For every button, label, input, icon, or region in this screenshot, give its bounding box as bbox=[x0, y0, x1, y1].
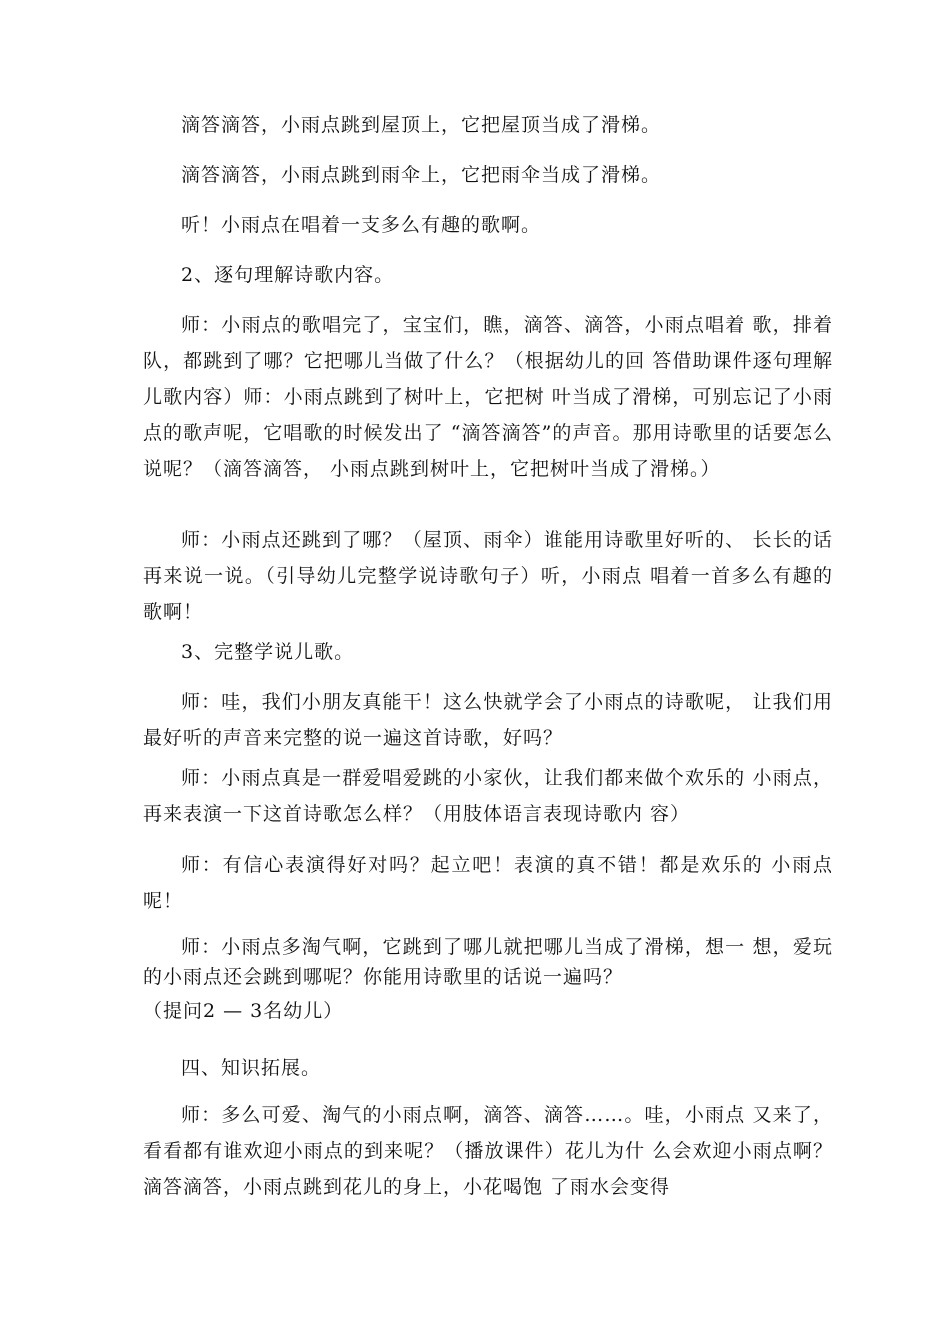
section-heading-3: 3、完整学说儿歌。 bbox=[181, 641, 355, 663]
paragraph-teacher-1: 师：小雨点的歌唱完了，宝宝们，瞧，滴答、滴答，小雨点唱着 歌，排着队，都跳到了哪？它把哪儿当做了什么？（根据幼儿的回 答借助课件逐句理解儿歌内容）师：小雨点跳到了树叶上，它把树 叶当成了滑梯，可别忘记了小雨点的歌声呢，它唱歌的时候发出了 “滴答滴答”的声音。那用诗歌里的话要怎么说呢？（滴答滴答， 小雨点跳到树叶上，它把树叶当成了滑梯。） bbox=[143, 314, 833, 480]
paragraph-teacher-7: 师：多么可爱、淘气的小雨点啊，滴答、滴答……。哇，小雨点 又来了，看看都有谁欢迎小雨点的到来呢？（播放课件）花儿为什 么会欢迎小雨点啊？滴答滴答，小雨点跳到花儿的身上，小花喝饱 了雨水会变得 bbox=[143, 1104, 833, 1198]
paragraph-teacher-4: 师：小雨点真是一群爱唱爱跳的小家伙，让我们都来做个欢乐的 小雨点，再来表演一下这首诗歌怎么样？（用肢体语言表现诗歌内 容） bbox=[143, 767, 833, 825]
poem-line-listen: 听！小雨点在唱着一支多么有趣的歌啊。 bbox=[181, 214, 542, 236]
paragraph-teacher-3: 师：哇，我们小朋友真能干！这么快就学会了小雨点的诗歌呢， 让我们用最好听的声音来完整的说一遍这首诗歌，好吗？ bbox=[143, 691, 833, 749]
section-heading-2: 2、逐句理解诗歌内容。 bbox=[181, 264, 395, 286]
poem-line-roof: 滴答滴答，小雨点跳到屋顶上，它把屋顶当成了滑梯。 bbox=[181, 114, 662, 136]
paragraph-note: （提问2 — 3名幼儿） bbox=[143, 1000, 344, 1022]
section-heading-4: 四、知识拓展。 bbox=[181, 1057, 322, 1079]
poem-line-umbrella: 滴答滴答，小雨点跳到雨伞上，它把雨伞当成了滑梯。 bbox=[181, 164, 662, 186]
paragraph-teacher-5: 师：有信心表演得好对吗？起立吧！表演的真不错！都是欢乐的 小雨点呢！ bbox=[143, 854, 833, 912]
paragraph-teacher-2: 师：小雨点还跳到了哪？（屋顶、雨伞）谁能用诗歌里好听的、 长长的话再来说一说。（引导幼儿完整学说诗歌句子）听，小雨点 唱着一首多么有趣的歌啊！ bbox=[143, 529, 833, 623]
paragraph-teacher-6: 师：小雨点多淘气啊，它跳到了哪儿就把哪儿当成了滑梯，想一 想，爱玩的小雨点还会跳到哪呢？你能用诗歌里的话说一遍吗？ bbox=[143, 936, 833, 988]
